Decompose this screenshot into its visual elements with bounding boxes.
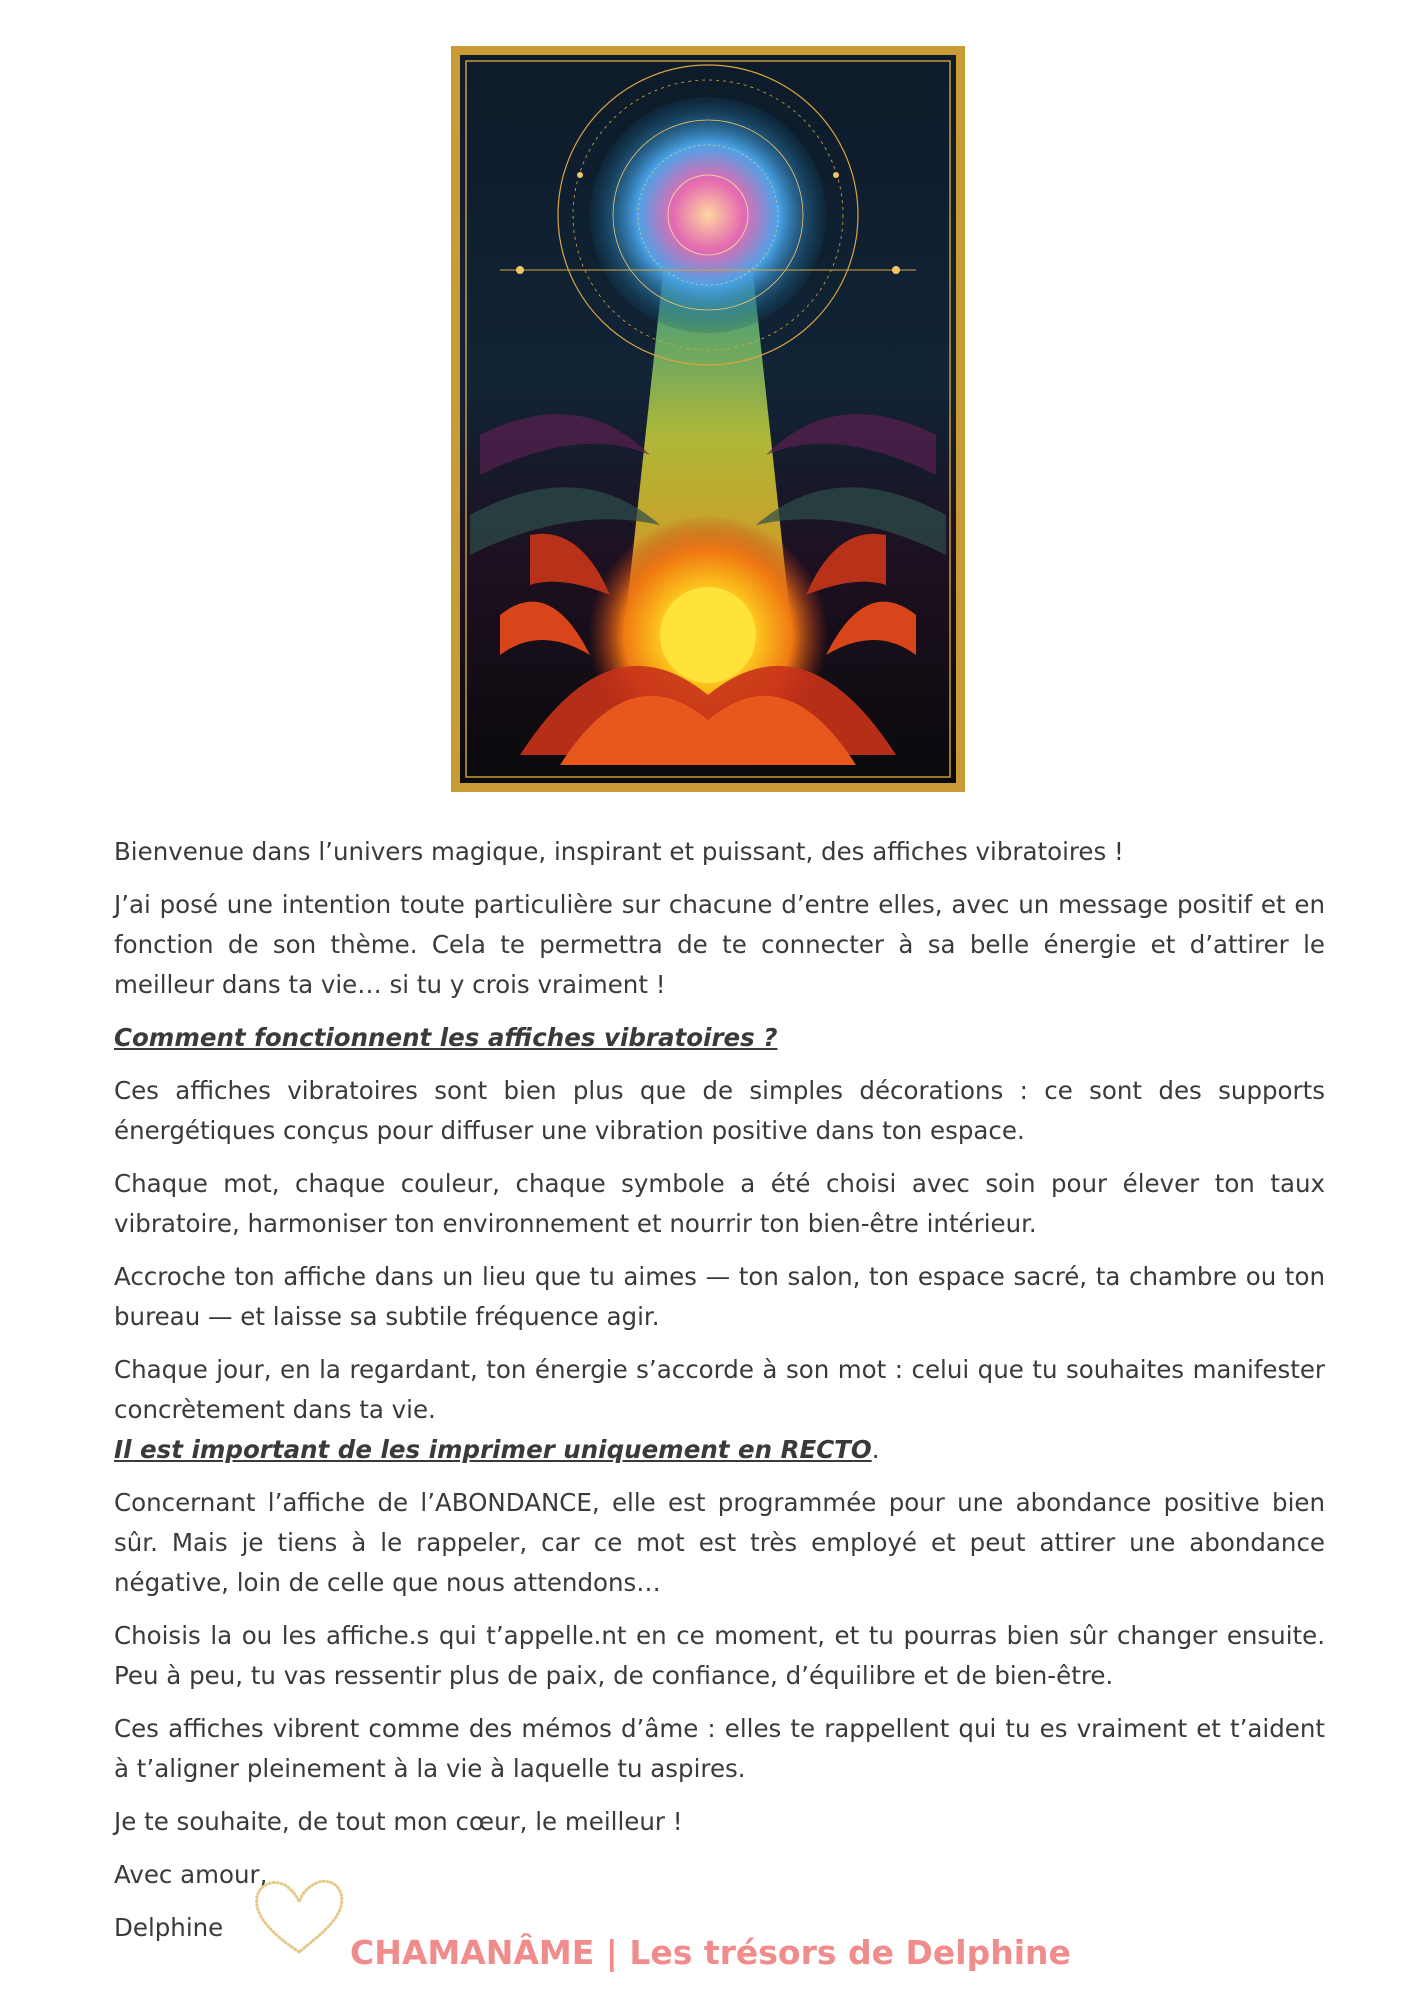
important-text: Il est important de les imprimer uniquement en RECTO xyxy=(114,1435,872,1464)
intention-paragraph: J’ai posé une intention toute particulière sur chacune d’entre elles, avec un message positif et en fonction de son thème. Cela te permettra de te connecter à sa belle énergie et d’attirer le meilleur dans ta vie… si tu y crois vraiment ! xyxy=(114,890,1325,999)
paragraph-abondance: Concernant l’affiche de l’ABONDANCE, elle est programmée pour une abondance positive bien sûr. Mais je tiens à le rappeler, car ce mot est très employé et peut attirer une abondance négative, loin de celle que nous attendons… xyxy=(114,1488,1325,1597)
document-body xyxy=(114,832,1325,1948)
heart-icon xyxy=(249,1872,349,1962)
paragraph-memos: Ces affiches vibrent comme des mémos d’âme : elles te rappellent qui tu es vraiment et t’aident à t’aligner pleinement à la vie à laquelle tu aspires. xyxy=(114,1714,1325,1783)
section-heading: Comment fonctionnent les affiches vibratoires ? xyxy=(114,1023,778,1052)
important-end: . xyxy=(871,1435,880,1464)
mandala-artwork xyxy=(460,55,956,783)
wish-line: Je te souhaite, de tout mon cœur, le meilleur ! xyxy=(114,1807,683,1836)
signature-name: Delphine xyxy=(114,1913,224,1942)
welcome-paragraph: Bienvenue dans l’univers magique, inspirant et puissant, des affiches vibratoires ! xyxy=(114,837,1124,866)
poster-image xyxy=(451,46,965,792)
brand-footer: CHAMANÂME | Les trésors de Delphine xyxy=(350,1933,1071,1972)
paragraph-choice: Chaque mot, chaque couleur, chaque symbole a été choisi avec soin pour élever ton taux vibratoire, harmoniser ton environnement et nourrir ton bien-être intérieur. xyxy=(114,1169,1325,1238)
paragraph-placement: Accroche ton affiche dans un lieu que tu aimes — ton salon, ton espace sacré, ta chambre ou ton bureau — et laisse sa subtile fréquence agir. xyxy=(114,1262,1325,1331)
paragraph-supports: Ces affiches vibratoires sont bien plus que de simples décorations : ce sont des supports énergétiques conçus pour diffuser une vibration positive dans ton espace. xyxy=(114,1076,1325,1145)
paragraph-choose: Choisis la ou les affiche.s qui t’appelle.nt en ce moment, et tu pourras bien sûr changer ensuite. Peu à peu, tu vas ressentir plus de paix, de confiance, d’équilibre et de bien-être. xyxy=(114,1621,1325,1690)
love-line: Avec amour, xyxy=(114,1860,268,1889)
paragraph-daily: Chaque jour, en la regardant, ton énergie s’accorde à son mot : celui que tu souhaites manifester concrètement dans ta vie. xyxy=(114,1355,1325,1424)
important-note xyxy=(114,1430,1325,1470)
